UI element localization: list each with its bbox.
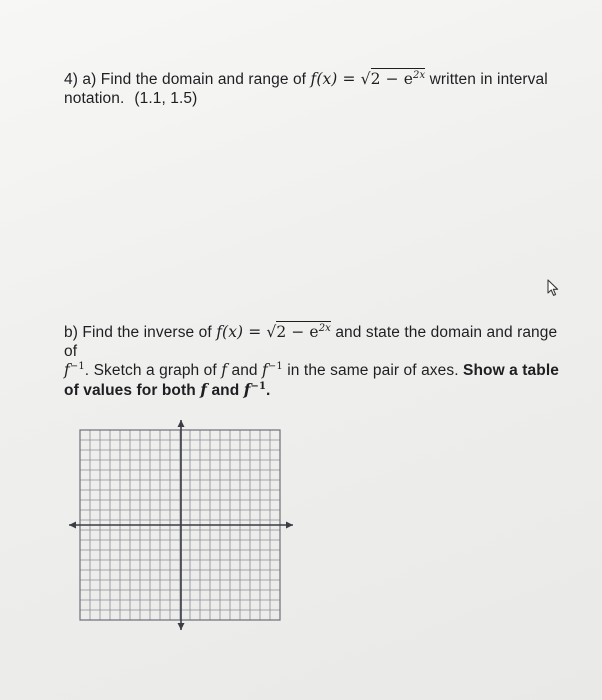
inverse-exponent: −1 (69, 360, 85, 372)
question-4a (64, 70, 564, 108)
exponent: 2x (318, 322, 331, 334)
question-4b (64, 323, 574, 400)
radicand: $2 - e^{2x}$ (370, 69, 426, 88)
answer-interval: (1.1, 1.5) (134, 90, 198, 107)
question-4b-prefix: b) Find the inverse of (64, 324, 217, 341)
period: . (266, 382, 271, 399)
question-4a-prefix: 4) a) Find the domain and range of (64, 71, 311, 88)
question-4b-mid: and state the domain and range of (64, 324, 558, 360)
y-axis-down-arrow (178, 623, 185, 630)
question-4a-suffix: written in interval (425, 71, 548, 88)
question-4a-line2: notation. (64, 90, 125, 107)
inverse-exponent: −1 (250, 380, 267, 392)
bold-instruction-line3: of values for both (64, 382, 201, 399)
inverse-exponent: −1 (267, 360, 283, 372)
function-label: f(x) = (310, 70, 361, 88)
bold-and-text: and (207, 382, 244, 399)
x-axis-left-arrow (69, 522, 76, 529)
radical-sign: √ (360, 70, 371, 88)
inverse-function-symbol: f (243, 380, 251, 399)
inverse-function-symbol: f (64, 361, 70, 379)
inverse-function-symbol: f (262, 361, 268, 379)
bold-instruction: Show a table (463, 362, 559, 379)
y-axis-up-arrow (178, 420, 185, 427)
question-4b-line2-end: in the same pair of axes. (282, 362, 464, 379)
and-text: and (227, 362, 263, 379)
question-4b-line2: . Sketch a graph of (84, 362, 222, 379)
function-symbol: f (221, 361, 228, 379)
function-symbol: f (200, 380, 208, 399)
exponent: 2x (412, 69, 426, 81)
function-label: f(x) = (216, 323, 267, 341)
coordinate-grid (66, 418, 296, 632)
radicand: $2 - e^{2x}$ (276, 322, 331, 341)
radical-sign: √ (266, 323, 277, 341)
mouse-pointer-icon (546, 279, 560, 297)
x-axis-right-arrow (286, 522, 293, 529)
